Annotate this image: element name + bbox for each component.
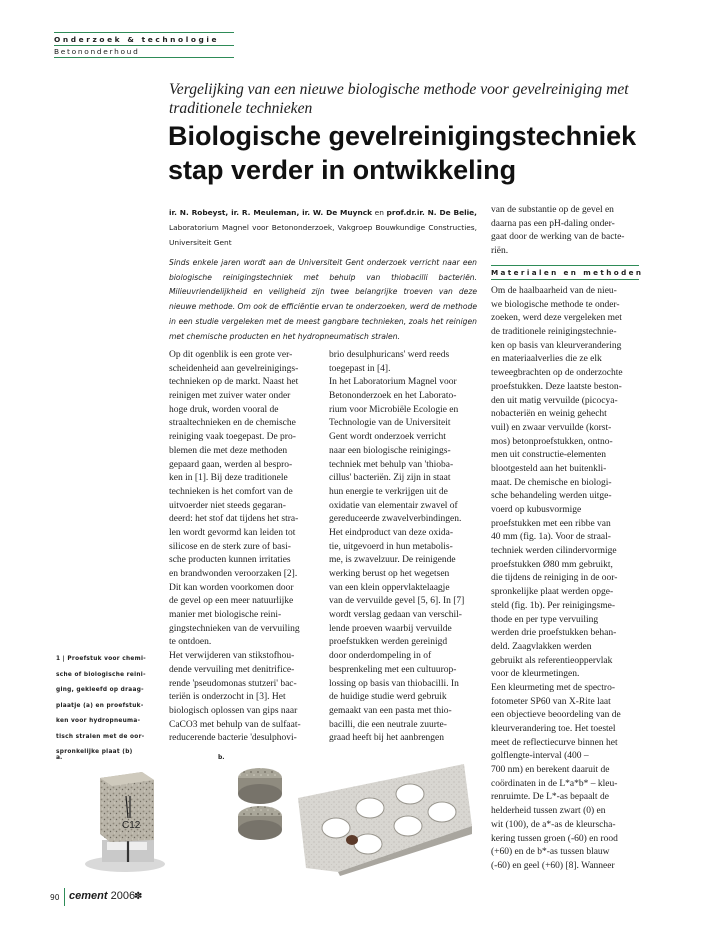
text-line: ken voor hydropneuma- [56, 718, 141, 724]
text-line: coördinaten in de L*a*b* – kleu- [491, 778, 618, 789]
text-line: proefstukken met een ribbe van [491, 518, 611, 529]
text-line: voor de kleurmetingen. [491, 669, 580, 680]
text-line: silicose en de sterk zure of basi- [169, 541, 291, 552]
text-line: en materiaalverlies die ze elk [491, 354, 602, 365]
text-line: sche producten kunnen irritaties [169, 555, 291, 566]
author-names-2: prof.dr.ir. N. De Belie, [386, 208, 477, 217]
text-line: brio desulphuricans' werd reeds [329, 350, 450, 360]
text-line: steld (fig. 1b). Per reinigingsme- [491, 600, 616, 611]
body-column-3 [491, 285, 641, 874]
text-line: Op dit ogenblik is een grote ver- [169, 350, 293, 360]
text-line: thode en per type vervuiling [491, 614, 599, 625]
article-intro: Sinds enkele jaren wordt aan de Universiteit Gent onderzoek verricht naar een biologische reinigingstechniek met behulp van thiobacilli bacteriën. Milieuvriendelijkheid en veiligheid zijn twee belangrijke troeven van deze nieuwe methode. Om ook de efficiëntie ervan te onderzoeken, werd de methode in een studie vergeleken met de meest gangbare technieken, zoals het reinigen met chemische producten en het hydropneumatisch stralen. [169, 258, 477, 341]
footer-rule [64, 888, 65, 906]
text-line: blootgesteld aan het buitenkli- [491, 463, 607, 474]
figure-label-b: b. [218, 754, 225, 761]
text-line: kering tussen groen (-60) en rood [491, 833, 618, 844]
text-line: golflengte-interval (400 – [491, 751, 589, 762]
text-line: den uit matig vervuilde (picocya- [491, 395, 618, 406]
body-column-2 [329, 349, 479, 746]
text-line: voerd op kubusvormige [491, 505, 582, 515]
text-line: fotometer SP60 van X-Rite laat [491, 696, 611, 707]
text-line: deerd: het stof dat tijdens het stra- [169, 514, 299, 525]
text-line: ging, gekleefd op draag- [56, 687, 144, 693]
text-line: de huidige studie werd gebruik [329, 692, 447, 703]
text-line: ken op basis van kleurverandering [491, 340, 622, 351]
header-rule-middle [54, 45, 234, 46]
text-line: 40 mm (fig. 1a). Voor de straal- [491, 532, 611, 543]
text-line: straaltechnieken en de chemische [169, 418, 296, 429]
text-line: mos) betonproefstukken, ontno- [491, 436, 613, 447]
text-line: meet de reflectiecurve binnen het [491, 737, 618, 748]
text-line: reducerende bacterie 'desulphovi- [169, 733, 297, 744]
photo-cylinder-plate [228, 756, 474, 876]
author-affiliation: Laboratorium Magnel voor Betononderzoek, Vakgroep Bouwkundige Constructies, Universiteit Gent [169, 223, 477, 248]
text-line: bacilli, die een neutrale zuurte- [329, 719, 447, 730]
text-line: biologisch oplossen van gips naar [169, 705, 298, 716]
text-line: de traditionele reinigingstechnie- [491, 327, 617, 338]
text-line: van de vervuilde gevel [5, 6]. In [7] [329, 596, 465, 607]
text-line: technieken is het comfort van de [169, 486, 293, 497]
article-title [168, 119, 658, 187]
text-line: reiniging vaak toegepast. De pro- [169, 432, 296, 443]
text-line: we biologische methode te onder- [491, 299, 620, 310]
text-line: oxidatie van elementair zwavel of [329, 500, 458, 511]
text-line: lende proeven waarbij vervuilde [329, 623, 452, 634]
text-line: manier met biologische reini- [169, 610, 282, 621]
text-line: een objectieve beoordeling van de [491, 710, 621, 721]
magazine-logo-icon: ✽ [134, 891, 143, 902]
text-line: teweegbrachten op de onderzochte [491, 368, 623, 379]
text-line: kleurverandering toe. Het toestel [491, 724, 616, 734]
text-line: Dit kan worden voorkomen door [169, 582, 294, 593]
text-line: besprenkeling met een cultuurop- [329, 664, 457, 675]
text-line: werden drie proefstukken behan- [491, 628, 617, 639]
text-line: rende 'pseudomonas stutzeri' bac- [169, 678, 297, 689]
text-line: werking berust op het wegetsen [329, 569, 450, 579]
text-line: helderheid tussen zwart (0) en [491, 806, 606, 817]
body-column-3-top [491, 204, 641, 259]
text-line: spronkelijke plaat werden opge- [491, 587, 614, 598]
photo-cube-specimen [70, 756, 180, 876]
text-line: scheidenheid aan gevelreinigings- [169, 363, 299, 374]
text-line: uitvoerder niet steeds gegaran- [169, 500, 286, 511]
author-names: ir. N. Robeyst, ir. R. Meuleman, ir. W. De Muynck [169, 208, 373, 217]
text-line: Technologie van de Universiteit [329, 418, 451, 429]
author-block [169, 205, 477, 251]
text-line: technieken op de markt. Naast het [169, 377, 299, 388]
cube-specimen-image [70, 756, 180, 876]
text-line: proefstukken Ø80 mm gebruikt, [491, 559, 613, 570]
text-line: tie, uitgevoerd in hun metabolis- [329, 541, 453, 552]
section-heading-rule-bottom [491, 279, 639, 280]
text-line: spronkelijke plaat (b) [56, 749, 133, 755]
text-line: Een kleurmeting met de spectro- [491, 682, 615, 693]
text-line: len wordt gevormd kan leiden tot [169, 527, 296, 538]
text-line: lossing op basis van thiobacilli. In [329, 678, 459, 689]
magazine-title: cement [69, 890, 108, 902]
text-line: teriën is onderzocht in [3]. Het [169, 692, 286, 703]
text-line: tisch stralen met de oor- [56, 733, 145, 740]
header-rule-top [54, 32, 234, 33]
text-line: gepaard gaan, werden al bespro- [169, 459, 293, 470]
text-line: gereduceerde zwavelverbindingen. [329, 514, 462, 525]
text-line: zoeken, werd deze vergeleken met [491, 313, 622, 324]
text-line: gingstechnieken van de vervuiling [169, 623, 300, 634]
cube-label-text: C12 [122, 820, 141, 831]
text-line: men uit constructie-elementen [491, 450, 607, 461]
text-line: renruimte. De L*-as bepaalt de [491, 792, 609, 803]
text-line: hoge druk, worden vooral de [169, 404, 279, 415]
text-line: hun energie te verkrijgen uit de [329, 486, 448, 497]
text-line: dende vervuiling met denitrifice- [169, 664, 295, 675]
article-kicker: Vergelijking van een nieuwe biologische methode voor gevelreiniging met traditionele technieken [169, 81, 629, 117]
title-line-2: stap verder in ontwikkeling [168, 155, 517, 185]
figure-label-a: a. [56, 754, 63, 761]
text-line: Gent wordt onderzoek verricht [329, 432, 446, 443]
text-line: door onderdompeling in of [329, 651, 432, 662]
text-line: van een klein oppervlaktelaagje [329, 582, 450, 593]
text-line: CaCO3 met behulp van de sulfaat- [169, 719, 301, 730]
title-line-1: Biologische gevelreinigingstechniek [168, 121, 637, 151]
text-line: die tijdens de reiniging in de oor- [491, 573, 618, 584]
section-label: Onderzoek & technologie [54, 35, 220, 44]
text-line: In het Laboratorium Magnel voor [329, 377, 457, 388]
text-line: Om de haalbaarheid van de nieu- [491, 286, 617, 296]
section-heading: Materialen en methoden [491, 268, 644, 277]
text-line: me, is zwavelzuur. De reinigende [329, 555, 456, 566]
text-line: graad heeft bij het aanbrengen [329, 733, 444, 744]
text-line: riën. [491, 246, 509, 257]
text-line: plaatje (a) en proefstuk- [56, 702, 144, 709]
text-line: van de substantie op de gevel en [491, 205, 614, 215]
text-line: rium voor Microbiële Ecologie en [329, 404, 459, 415]
text-line: naar een biologische reinigings- [329, 445, 451, 456]
text-line: sche of biologische reini- [56, 671, 146, 678]
text-line: vuil) en zwaar vervuilde (korst- [491, 422, 612, 433]
magazine-name [69, 890, 135, 902]
text-line: sche behandeling werden uitge- [491, 491, 612, 502]
page-number: 90 [50, 893, 60, 902]
body-column-1 [169, 349, 317, 746]
text-line: deld. Zaagvlakken werden [491, 641, 592, 652]
text-line: reinigen met zuiver water onder [169, 391, 291, 402]
text-line: de gevel op een meer natuurlijke [169, 596, 294, 607]
text-line: maat. De chemische en biologi- [491, 477, 612, 488]
text-line: proefstukken. Deze laatste beston- [491, 381, 622, 392]
magazine-year: 2006 [110, 890, 136, 902]
text-line: (-60) en geel (+60) [8]. Wanneer [491, 860, 615, 871]
text-line: 1 | Proefstuk voor chemi- [56, 656, 147, 662]
text-line: techniek werden cilindervormige [491, 546, 617, 557]
text-line: ken in [1]. Bij deze traditionele [169, 473, 288, 484]
text-line: (+60) en de b*-as tussen blauw [491, 847, 610, 858]
section-heading-rule-top [491, 265, 639, 266]
subsection-label: Betononderhoud [54, 47, 140, 56]
text-line: 700 nm) en berekent daaruit de [491, 765, 610, 776]
text-line: gaat door de werking van de bacte- [491, 232, 625, 243]
text-line: wordt verslag gedaan van verschil- [329, 610, 462, 621]
text-line: en brandwonden veroorzaken [2]. [169, 569, 298, 579]
text-line: Het eindproduct van deze oxida- [329, 527, 453, 538]
text-line: te ontdoen. [169, 637, 212, 648]
text-line: toegepast in [4]. [329, 363, 391, 374]
text-line: Het verwijderen van stikstofhou- [169, 651, 295, 662]
text-line: daarna pas een pH-daling onder- [491, 218, 615, 229]
header-rule-bottom [54, 57, 234, 58]
text-line: techniek met behulp van 'thioba- [329, 459, 454, 470]
text-line: gemaakt van een pasta met thio- [329, 705, 452, 716]
text-line: blemen die met deze methoden [169, 445, 288, 456]
text-line: nobacteriën en weinig gehecht [491, 409, 607, 420]
author-conjunction: en [374, 208, 384, 217]
text-line: Betononderzoek en het Laborato- [329, 391, 457, 402]
text-line: gebruikt als referentieoppervlak [491, 655, 613, 666]
figure-caption [56, 652, 156, 761]
text-line: wit (100), de a*-as de kleurscha- [491, 819, 616, 830]
cylinder-plate-image [228, 756, 474, 876]
text-line: proefstukken werden gereinigd [329, 637, 448, 648]
text-line: cillus' bacteriën. Zij zijn in staat [329, 473, 451, 484]
